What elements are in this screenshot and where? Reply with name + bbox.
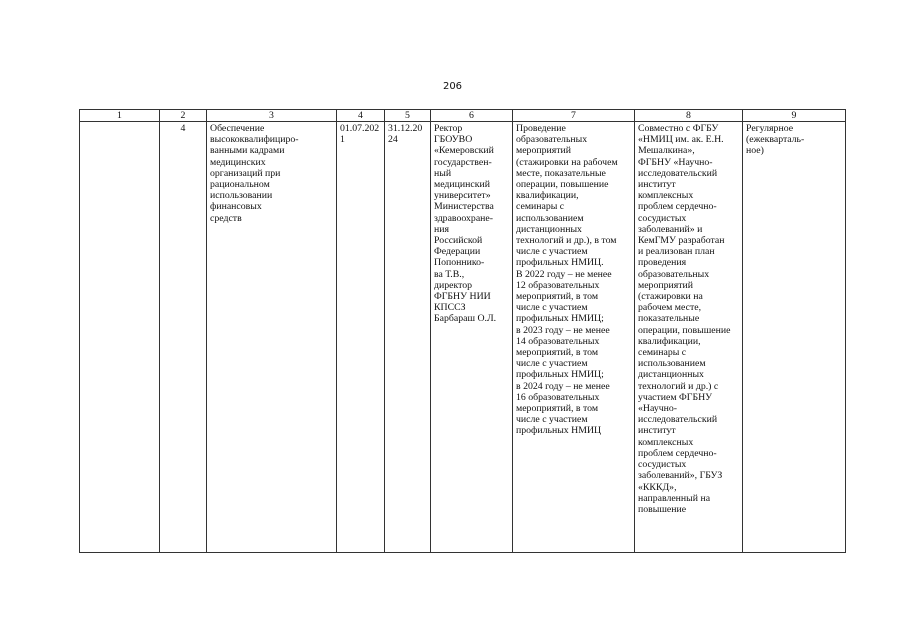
text-line: показательные — [638, 313, 700, 325]
text-line: Федерации — [434, 246, 481, 258]
text-line: Обеспечение — [210, 123, 265, 134]
column-header-9: 9 — [743, 110, 846, 122]
text-line: комплексных — [638, 436, 694, 448]
text-line: КемГМУ разработан — [638, 235, 725, 247]
start-date-cell: 01.07.2021 — [337, 122, 385, 553]
end-date-cell: 31.12.2024 — [385, 122, 431, 553]
text-line: Ректор — [434, 123, 463, 134]
text-line: (стажировки на — [638, 291, 703, 303]
text-line: сосудистых — [638, 459, 687, 471]
text-line: дистанционных — [516, 223, 582, 235]
text-line: профильных НМИЦ; — [516, 369, 604, 381]
text-line: мероприятий, в том — [516, 347, 599, 359]
text-line: Проведение — [516, 123, 566, 134]
planned-result-cell — [513, 122, 635, 553]
text-line: «НМИЦ им. ак. Е.Н. — [638, 134, 724, 146]
text-line: высококвалифициро- — [210, 134, 299, 146]
column-header-7: 7 — [513, 110, 635, 122]
text-line: проблем сердечно- — [638, 447, 717, 459]
text-line: технологий и др.), в том — [516, 235, 617, 247]
text-line: использовании — [210, 190, 273, 202]
text-line: университет» — [434, 190, 491, 202]
cell-col1 — [80, 122, 160, 553]
text-line: ва Т.В., — [434, 268, 465, 280]
text-line: «Научно- — [638, 403, 678, 415]
column-header-6: 6 — [431, 110, 513, 122]
text-line: «КККД», — [638, 481, 677, 493]
text-line: в 2024 году – не менее — [516, 380, 610, 392]
responsible-cell — [431, 122, 513, 553]
text-line: семинары с — [638, 347, 687, 359]
text-line: Барбараш О.Л. — [434, 313, 497, 325]
text-line: профильных НМИЦ — [516, 425, 602, 437]
text-line: числе с участием — [516, 302, 588, 314]
column-header-1: 1 — [80, 110, 160, 122]
text-line: КПССЗ — [434, 302, 466, 314]
text-line: исследовательский — [638, 414, 718, 426]
column-header-3: 3 — [207, 110, 337, 122]
text-line: месте, показательные — [516, 167, 606, 179]
text-line: институт — [638, 425, 676, 437]
text-line: 14 образовательных — [516, 335, 600, 347]
text-line: заболеваний» и — [638, 223, 703, 235]
column-header-2: 2 — [160, 110, 207, 122]
text-line: семинары с — [516, 201, 565, 213]
text-line: государствен- — [434, 156, 492, 168]
text-line: организаций при — [210, 167, 281, 179]
text-line: ФГБНУ НИИ — [434, 291, 491, 303]
text-line: проблем сердечно- — [638, 201, 717, 213]
text-line: директор — [434, 279, 473, 291]
periodicity-cell — [743, 122, 846, 553]
text-line: медицинских — [210, 156, 266, 168]
text-line: В 2022 году – не менее — [516, 268, 612, 280]
text-line: ния — [434, 223, 449, 235]
text-line: мероприятий, в том — [516, 403, 599, 415]
text-line: участием ФГБНУ — [638, 391, 713, 403]
text-line: здравоохране- — [434, 212, 494, 224]
text-line: операции, повышение — [516, 179, 609, 191]
text-line: исследовательский — [638, 167, 718, 179]
text-line: Мешалкина», — [638, 145, 695, 157]
text-line: «Кемеровский — [434, 145, 494, 157]
table-row — [80, 122, 846, 553]
text-line: финансовых — [210, 201, 262, 213]
text-line: ФГБНУ «Научно- — [638, 156, 713, 168]
text-line: квалификации, — [516, 190, 579, 202]
text-line: числе с участием — [516, 358, 588, 370]
page-number: 206 — [442, 81, 463, 92]
text-line: ГБОУВО — [434, 134, 473, 146]
text-line: и реализован план — [638, 246, 715, 258]
text-line: заболеваний», ГБУЗ — [638, 470, 723, 482]
text-line: повышение — [638, 503, 687, 515]
header-row — [80, 110, 846, 122]
text-line: 12 образовательных — [516, 279, 600, 291]
text-line: (ежеквартaль- — [746, 134, 805, 146]
text-line: сосудистых — [638, 212, 687, 224]
text-line: операции, повышение — [638, 324, 731, 336]
text-line: квалификации, — [638, 335, 701, 347]
text-line: образовательных — [516, 134, 588, 146]
text-line: ный — [434, 167, 452, 179]
text-line: направленный на — [638, 492, 711, 504]
text-line: 16 образовательных — [516, 391, 600, 403]
text-line: проведения — [638, 257, 687, 269]
text-line: комплексных — [638, 190, 694, 202]
text-line: профильных НМИЦ. — [516, 257, 604, 269]
text-line: Российской — [434, 235, 483, 247]
text-line: (стажировки на рабочем — [516, 156, 618, 168]
text-line: рабочем месте, — [638, 302, 702, 314]
text-line: институт — [638, 179, 676, 191]
text-line: профильных НМИЦ; — [516, 313, 604, 325]
text-line: ное) — [746, 145, 764, 157]
text-line: Министерства — [434, 201, 494, 213]
column-header-4: 4 — [337, 110, 385, 122]
text-line: Попоннико- — [434, 257, 485, 269]
text-line: мероприятий — [638, 279, 694, 291]
text-line: образовательных — [638, 268, 710, 280]
text-line: ванными кадрами — [210, 145, 285, 157]
text-line: в 2023 году – не менее — [516, 324, 610, 336]
text-line: рациональном — [210, 179, 270, 191]
execution-result-cell — [635, 122, 743, 553]
text-line: технологий и др.) с — [638, 380, 719, 392]
text-line: средств — [210, 212, 242, 224]
text-line: использованием — [638, 358, 706, 370]
text-line: медицинский — [434, 179, 490, 191]
plan-table — [79, 109, 846, 553]
text-line: использованием — [516, 212, 584, 224]
column-header-5: 5 — [385, 110, 431, 122]
text-line: Регулярное — [746, 123, 794, 134]
text-line: мероприятий, в том — [516, 291, 599, 303]
task-name-cell — [207, 122, 337, 553]
text-line: числе с участием — [516, 414, 588, 426]
item-number-cell: 4 — [160, 122, 207, 553]
text-line: дистанционных — [638, 369, 704, 381]
column-header-8: 8 — [635, 110, 743, 122]
text-line: мероприятий — [516, 145, 572, 157]
text-line: Совместно с ФГБУ — [638, 123, 719, 134]
text-line: числе с участием — [516, 246, 588, 258]
